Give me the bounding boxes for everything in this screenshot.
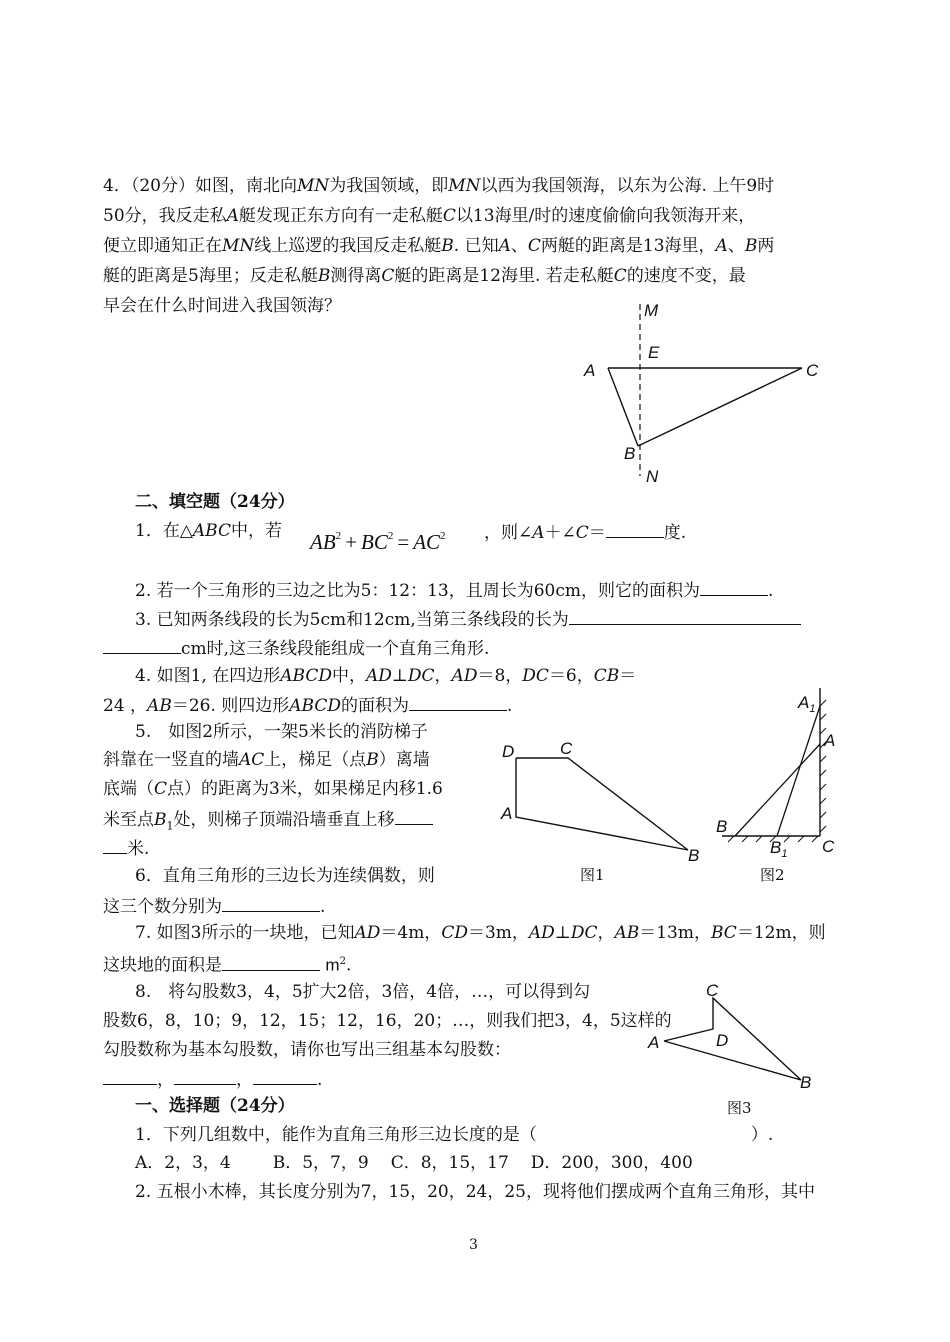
fig1-quad: [516, 758, 688, 850]
fig2-ladder-ab: [735, 744, 820, 836]
fill-q6-line1: 6．直角三角形的三边长为连续偶数，则: [135, 866, 435, 886]
option-a[interactable]: A．2，3，4: [135, 1153, 231, 1173]
blank-q5b[interactable]: [103, 835, 127, 854]
blank-q3b[interactable]: [103, 635, 181, 654]
blank-q7[interactable]: [222, 952, 320, 971]
fig3-caption: 图3: [727, 1099, 752, 1117]
q4-line-3: 便立即通知正在MN线上巡逻的我国反走私艇B. 已知A、C两艇的距离是13海里，A、B两: [103, 236, 775, 256]
fill-q8-line1: 8. 将勾股数3，4，5扩大2倍，3倍，4倍，…，可以得到勾: [135, 982, 591, 1002]
fill-q8-line2: 股数6，8，10；9，12，15；12，16，20；…，则我们把3，4，5这样的: [103, 1011, 672, 1031]
fig2-label-a1: $A_1$: [798, 693, 816, 715]
q4-line-5: 早会在什么时间进入我国领海？: [103, 296, 341, 316]
fig2-label-b: B: [716, 817, 728, 836]
blank-q8a[interactable]: [103, 1066, 157, 1085]
q4-line-2: 50分，我反走私A艇发现正东方向有一走私艇C以13海里/时的速度偷偷向我领海开来，: [103, 206, 756, 226]
fill-q1-formula: $AB^2 + BC^2 = AC^2$: [310, 530, 446, 554]
fill-q2: 2. 若一个三角形的三边之比为5：12：13，且周长为60cm，则它的面积为 .: [135, 577, 773, 603]
segment-bc: [638, 368, 802, 446]
fig3-label-a: A: [648, 1033, 660, 1052]
blank-q4[interactable]: [409, 692, 507, 711]
fig1-label-b: B: [688, 846, 700, 865]
fill-q8-line4: ， ， .: [103, 1066, 322, 1092]
fig2-caption: 图2: [760, 866, 785, 884]
blank-q2[interactable]: [700, 577, 768, 596]
choice-q2: 2. 五根小木棒，其长度分别为7，15，20，24，25，现将他们摆成两个直角三角形，其中: [135, 1182, 815, 1202]
blank-q1[interactable]: [606, 519, 664, 538]
figure-1: [498, 735, 713, 865]
fill-q5-line5: 米.: [103, 835, 149, 861]
fill-q5-line4: 米至点$B_1$处，则梯子顶端沿墙垂直上移: [103, 806, 433, 838]
figure-3: [644, 976, 824, 1096]
q4-figure: [580, 296, 840, 491]
blank-q3a[interactable]: [569, 606, 801, 625]
label-e: E: [648, 343, 660, 362]
fill-q5-line1: 5. 如图2所示，一架5米长的消防梯子: [135, 722, 428, 742]
fig2-label-c: C: [822, 837, 835, 856]
blank-q6[interactable]: [222, 893, 320, 912]
choice-q1-options: [135, 1151, 693, 1175]
label-c: C: [806, 361, 819, 380]
fig2-label-b1: $B_1$: [770, 838, 788, 860]
fill-q7-line1: 7. 如图3所示的一块地，已知AD＝4m，CD＝3m，AD⊥DC，AB＝13m，BC＝12m，则: [135, 923, 826, 943]
fill-q1: 1．在△ABC中，若: [135, 521, 282, 541]
fig1-label-a: A: [501, 804, 513, 823]
fill-q4-line1: 4. 如图1, 在四边形ABCD中，AD⊥DC，AD＝8，DC＝6，CB＝: [135, 666, 637, 686]
fig1-label-c: C: [560, 739, 573, 758]
fig3-label-c: C: [706, 981, 719, 1000]
blank-q5a[interactable]: [395, 806, 433, 825]
option-c[interactable]: C．8，15，17: [390, 1153, 509, 1173]
segment-ab: [608, 368, 638, 446]
fig2-label-a: A: [824, 731, 836, 750]
fig1-label-d: D: [502, 742, 515, 761]
section-choice-title: 一、选择题（24分）: [135, 1096, 295, 1116]
q4-line-4: 艇的距离是5海里；反走私艇B测得离C艇的距离是12海里. 若走私艇C的速度不变，最: [103, 266, 746, 286]
fig3-label-d: D: [716, 1031, 729, 1050]
fig2-ladder-a1b1: [777, 706, 820, 836]
fill-q8-line3: 勾股数称为基本勾股数，请你也写出三组基本勾股数：: [103, 1040, 511, 1060]
page-number: 3: [469, 1237, 478, 1253]
figure-2: [710, 686, 845, 862]
fill-q7-line2: 这块地的面积是 $m^2$.: [103, 950, 351, 978]
option-b[interactable]: B．5，7，9: [272, 1153, 369, 1173]
label-b: B: [624, 444, 636, 463]
fill-q3-line2: cm时,这三条线段能组成一个直角三角形.: [103, 635, 489, 661]
choice-q1: 1．下列几组数中，能作为直角三角形三边长度的是（ ）.: [135, 1125, 774, 1145]
fig3-quad: [664, 998, 801, 1080]
fig3-label-b: B: [800, 1073, 812, 1092]
label-a: A: [584, 361, 596, 380]
blank-q8b[interactable]: [174, 1066, 236, 1085]
fill-q4-line2: 24 ，AB＝26. 则四边形ABCD的面积为 .: [103, 692, 512, 718]
fig1-caption: 图1: [580, 866, 605, 884]
label-m: M: [644, 301, 659, 320]
option-d[interactable]: D．200，300，400: [530, 1153, 693, 1173]
fill-q3-line1: 3. 已知两条线段的长为5cm和12cm,当第三条线段的长为: [135, 606, 801, 632]
fill-q5-line3: 底端（C点）的距离为3米，如果梯足内移1.6: [103, 779, 443, 799]
fill-q5-line2: 斜靠在一竖直的墙AC上，梯足（点B）离墙: [103, 750, 430, 770]
q4-line-1: 4．（20分）如图，南北向MN为我国领域，即MN以西为我国领海，以东为公海. 上午9时: [103, 176, 775, 196]
section-fill-title: 二、填空题（24分）: [135, 492, 295, 512]
blank-q8c[interactable]: [253, 1066, 317, 1085]
fill-q6-line2: 这三个数分别为 .: [103, 893, 325, 919]
fill-q1-tail: ，则∠A＋∠C＝ 度.: [484, 519, 686, 545]
label-n: N: [646, 467, 659, 486]
